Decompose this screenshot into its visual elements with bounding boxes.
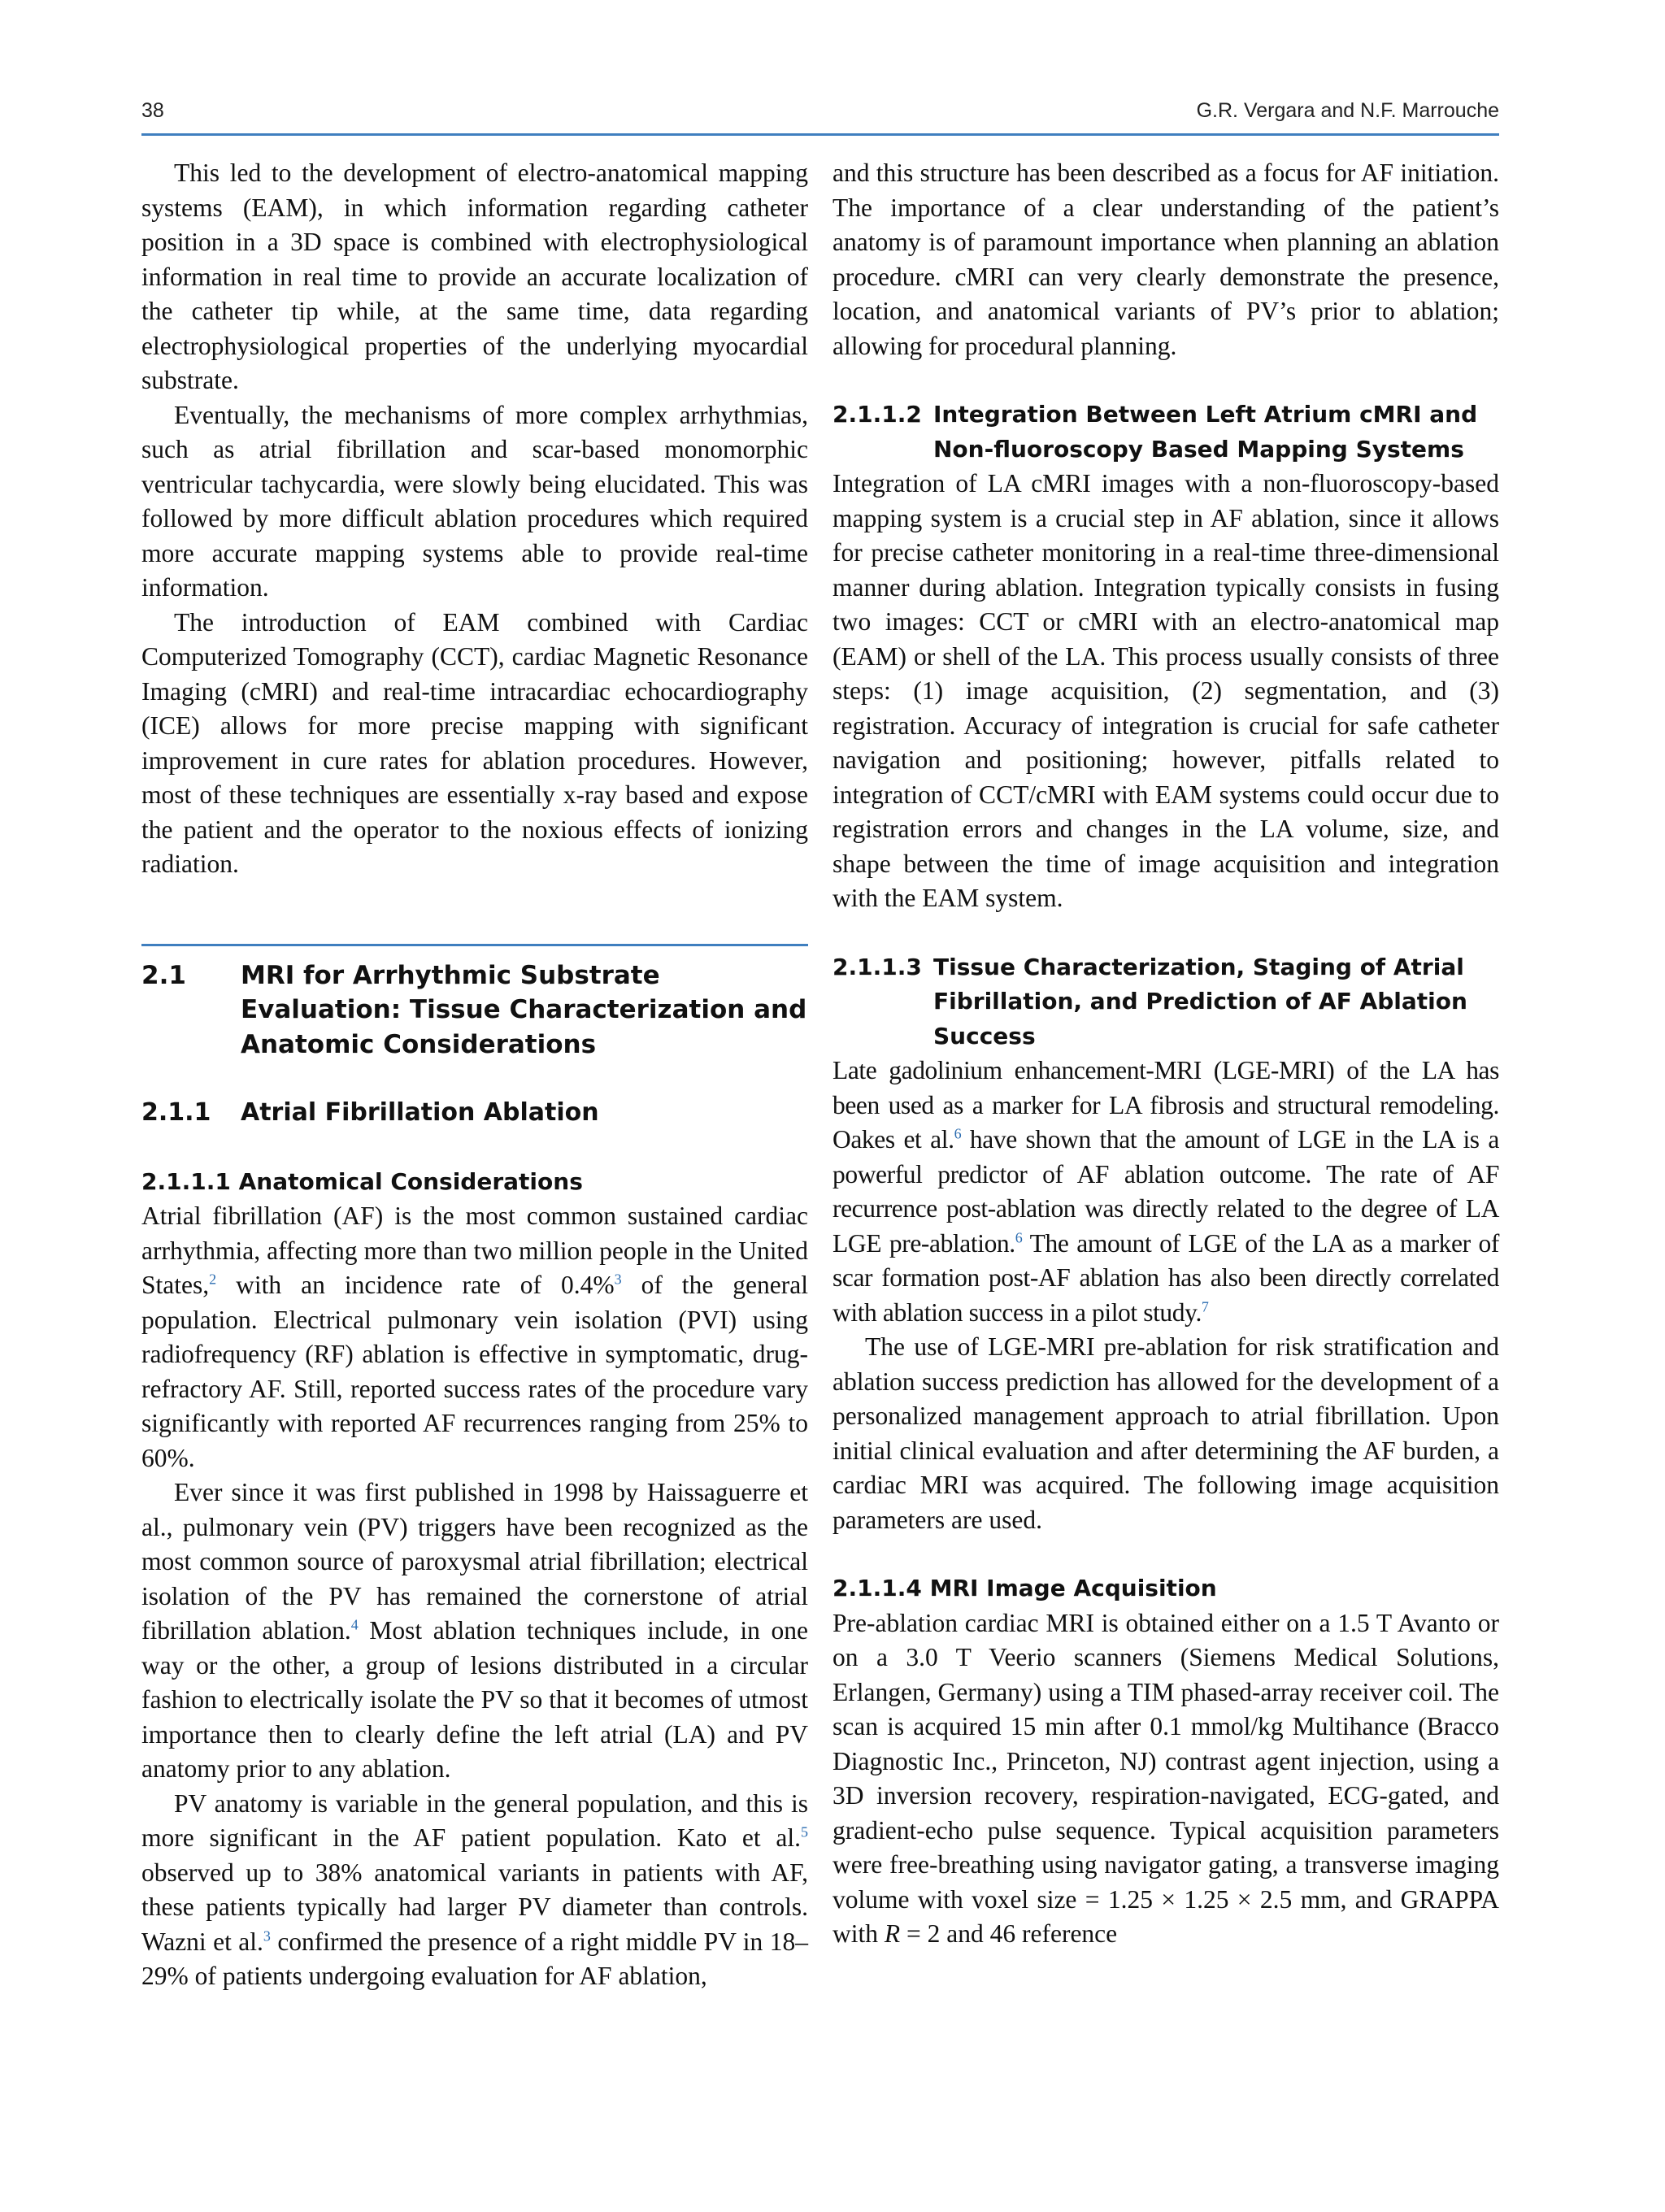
right-column	[832, 156, 1499, 1952]
spacer	[141, 882, 808, 944]
italic-variable: R	[884, 1919, 901, 1948]
spacer	[141, 1062, 808, 1096]
header-rule	[141, 133, 1499, 136]
citation-ref[interactable]: 2	[209, 1271, 217, 1288]
spacer	[141, 946, 808, 958]
section-heading-2-1-1-3	[832, 950, 1499, 1054]
left-column	[141, 156, 808, 1994]
section-title: MRI for Arrhythmic Substrate Evaluation: Tissue Characterization and Anatomic Considerations	[241, 960, 807, 1059]
running-head	[141, 96, 1499, 132]
section-number: 2.1	[141, 960, 186, 990]
citation-ref[interactable]: 6	[954, 1125, 962, 1142]
section-heading-2-1-1-2	[832, 398, 1499, 467]
paragraph: Integration of LA cMRI images with a non-fluoroscopy-based mapping system is a crucial step in AF ablation, since it allows for precise catheter monitoring in a real-time three-dimensional manner during ablation. Integration typically consists in fusing two images: CCT or cMRI with an electro-anatomical map (EAM) or shell of the LA. This process usually consists of three steps: (1) image acquisition, (2) segmentation, and (3) registration. Accuracy of integration is crucial for safe catheter navigation and positioning; however, pitfalls related to integration of CCT/cMRI with EAM systems could occur due to registration errors and changes in the LA volume, size, and shape between the time of image acquisition and integration with the EAM system.	[832, 469, 1499, 912]
paragraph: Late gadolinium enhancement-MRI (LGE-MRI) of the LA has been used as a marker for LA fibrosis and structural remodeling. Oakes et al.$^6$ have shown that the amount of LGE in the LA is a powerful predictor of AF ablation outcome. The rate of AF recurrence post-ablation was directly related to the degree of LA LGE pre-ablation.$^6$ The amount of LGE of the LA as a marker of scar formation post-AF ablation has also been directly correlated with ablation success in a pilot study.$^7$	[832, 1056, 1499, 1327]
section-number: 2.1.1	[141, 1098, 211, 1127]
paragraph: Eventually, the mechanisms of more complex arrhythmias, such as atrial fibrillation and scar-based monomorphic ventricular tachycardia, were slowly being elucidated. This was followed by more difficult ablation procedures which required more accurate mapping systems able to provide real-time information.	[141, 400, 808, 602]
spacer	[832, 1537, 1499, 1571]
paragraph: and this structure has been described as a focus for AF initiation. The importance of a clear understanding of the patient’s anatomy is of paramount importance when planning an ablation procedure. cMRI can very clearly demonstrate the presence, location, and anatomical variants of PV’s prior to ablation; allowing for procedural planning.	[832, 159, 1499, 360]
paragraph: Ever since it was first published in 1998 by Haissaguerre et al., pulmonary vein (PV) triggers have been recognized as the most common source of paroxysmal atrial fibrillation; electrical isolation of the PV has remained the cornerstone of atrial fibrillation ablation.$^4$ Most ablation techniques include, in one way or the other, a group of lesions distributed in a circular fashion to electrically isolate the PV so that it becomes of utmost importance then to clearly define the left atrial (LA) and PV anatomy prior to any ablation.	[141, 1478, 808, 1783]
spacer	[832, 916, 1499, 950]
citation-ref[interactable]: 3	[263, 1927, 271, 1944]
paragraph: PV anatomy is variable in the general population, and this is more significant in the AF patient population. Kato et al.$^5$ observed up to 38% anatomical variants in patients with AF, these patients typically had larger PV diameter than controls. Wazni et al.$^3$ confirmed the presence of a right middle PV in 18–29% of patients undergoing evaluation for AF ablation,	[141, 1788, 808, 1990]
paragraph: The use of LGE-MRI pre-ablation for risk stratification and ablation success prediction has allowed for the development of a personalized management approach to atrial fibrillation. Upon initial clinical evaluation and after determining the AF burden, a cardiac MRI was acquired. The following image acquisition parameters are used.	[832, 1332, 1499, 1534]
citation-ref[interactable]: 5	[801, 1823, 808, 1840]
section-title: Integration Between Left Atrium cMRI and Non-fluoroscopy Based Mapping Systems	[933, 401, 1478, 463]
section-number: 2.1.1.2	[832, 401, 922, 428]
citation-ref[interactable]: 3	[614, 1271, 622, 1288]
running-head-authors: G.R. Vergara and N.F. Marrouche	[1196, 99, 1499, 122]
citation-ref[interactable]: 4	[350, 1616, 359, 1633]
spacer	[141, 1131, 808, 1165]
paragraph: Atrial fibrillation (AF) is the most common sustained cardiac arrhythmia, affecting more than two million people in the United States,$^2$ with an incidence rate of 0.4%$^3$ of the general population. Electrical pulmonary vein isolation (PVI) using radiofrequency (RF) ablation is effective in symptomatic, drug-refractory AF. Still, reported success rates of the procedure vary significantly with reported AF recurrences ranging from 25% to 60%.	[141, 1202, 808, 1472]
paragraph: Pre-ablation cardiac MRI is obtained either on a 1.5 T Avanto or on a 3.0 T Veerio scanners (Siemens Medical Solutions, Erlangen, Germany) using a TIM phased-array receiver coil. The scan is acquired 15 min after 0.1 mmol/kg Multihance (Bracco Diagnostic Inc., Princeton, NJ) contrast agent injection, using a 3D inversion recovery, respiration-navigated, ECG-gated, and gradient-echo pulse sequence. Typical acquisition parameters were free-breathing using navigator gating, a transverse imaging volume with voxel size = 1.25 × 1.25 × 2.5 mm, and GRAPPA with R = 2 and 46 reference	[832, 1608, 1499, 1948]
section-number: 2.1.1.3	[832, 953, 922, 980]
section-heading-2-1-1-4: 2.1.1.4 MRI Image Acquisition	[832, 1575, 1217, 1601]
paragraph: The introduction of EAM combined with Cardiac Computerized Tomography (CCT), cardiac Magnetic Resonance Imaging (cMRI) and real-time intracardiac echocardiography (ICE) allows for more precise mapping with significant improvement in cure rates for ablation procedures. However, most of these techniques are essentially x-ray based and expose the patient and the operator to the noxious effects of ionizing radiation.	[141, 607, 808, 878]
section-heading-2-1-1	[141, 1096, 808, 1131]
section-heading-2-1	[141, 958, 808, 1063]
citation-ref[interactable]: 6	[1015, 1229, 1023, 1245]
citation-ref[interactable]: 7	[1201, 1298, 1209, 1315]
spacer	[832, 363, 1499, 398]
section-title: Atrial Fibrillation Ablation	[241, 1098, 599, 1127]
section-heading-2-1-1-1: 2.1.1.1 Anatomical Considerations	[141, 1167, 583, 1195]
paragraph: This led to the development of electro-anatomical mapping systems (EAM), in which information regarding catheter position in a 3D space is combined with electrophysiological information in real time to provide an accurate localization of the catheter tip while, at the same time, data regarding electrophysiological properties of the underlying myocardial substrate.	[141, 159, 808, 394]
page-number: 38	[141, 99, 164, 122]
section-title: Tissue Characterization, Staging of Atrial Fibrillation, and Prediction of AF Ablation Success	[933, 953, 1467, 1050]
